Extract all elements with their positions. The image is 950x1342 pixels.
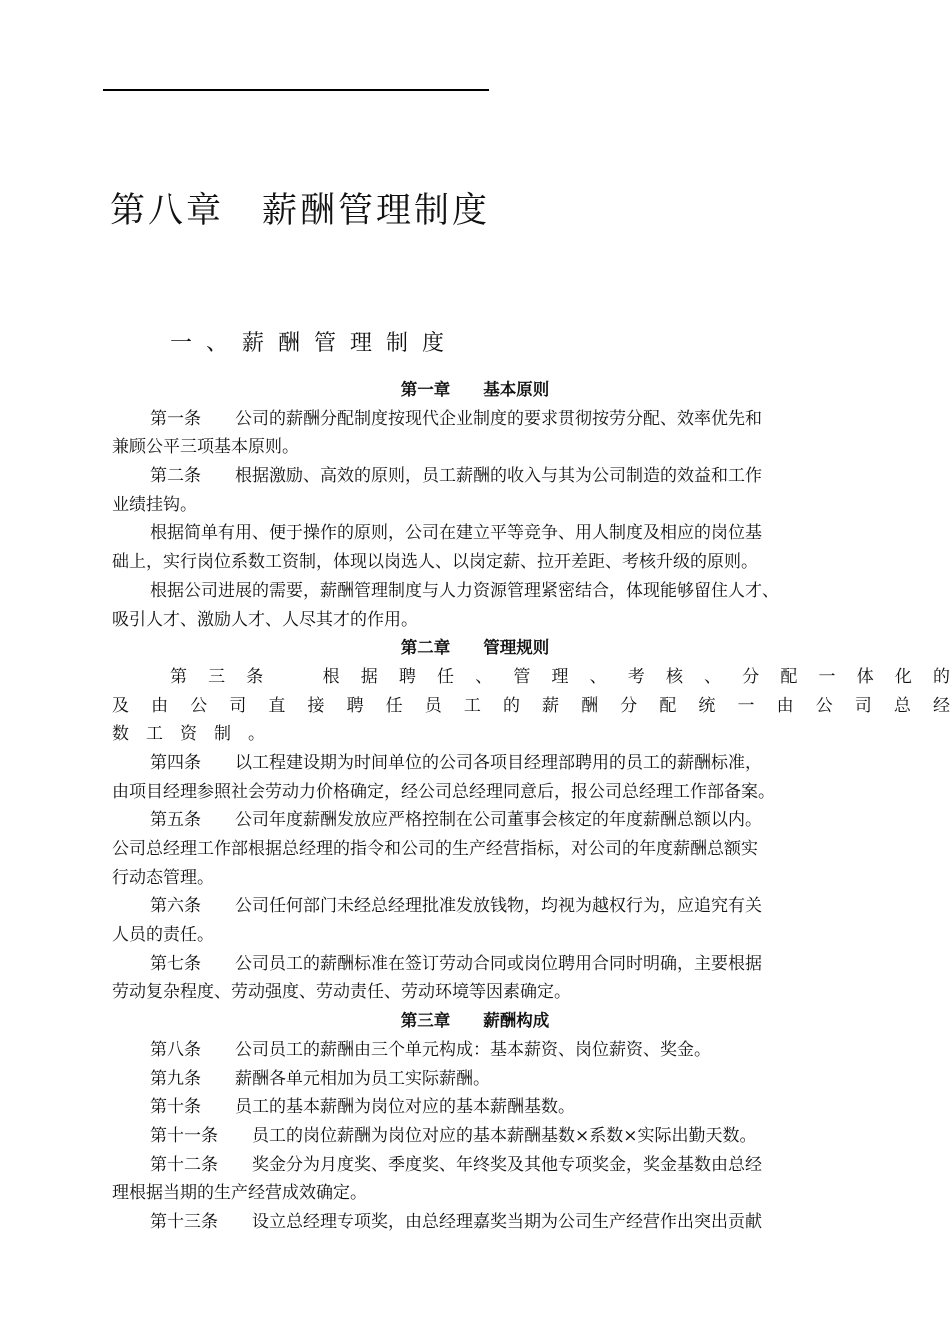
paragraph-line: 第九条 薪酬各单元相加为员工实际薪酬。 bbox=[150, 1068, 490, 1089]
paragraph-line: 理根据当期的生产经营成效确定。 bbox=[112, 1183, 367, 1204]
chapter-heading: 第一章 基本原则 bbox=[400, 380, 550, 399]
paragraph-line: 第十三条 设立总经理专项奖，由总经理嘉奖当期为公司生产经营作出突出贡献 bbox=[150, 1211, 762, 1232]
paragraph-line: 第六条 公司任何部门未经总经理批准发放钱物，均视为越权行为，应追究有关 bbox=[150, 896, 762, 917]
paragraph-line: 吸引人才、激励人才、人尽其才的作用。 bbox=[112, 609, 418, 630]
paragraph-line: 由项目经理参照社会劳动力价格确定，经公司总经理同意后，报公司总经理工作部备案。 bbox=[112, 781, 775, 802]
body-text bbox=[112, 376, 950, 1237]
paragraph-line: 业绩挂钩。 bbox=[112, 494, 197, 515]
paragraph-line: 兼顾公平三项基本原则。 bbox=[112, 437, 299, 458]
paragraph-line: 第 三 条 根 据 聘 任 、 管 理 、 考 核 、 分 配 一 体 化 的 bbox=[170, 666, 950, 687]
paragraph-line: 第一条 公司的薪酬分配制度按现代企业制度的要求贯彻按劳分配、效率优先和 bbox=[150, 408, 762, 429]
paragraph-line: 人员的责任。 bbox=[112, 925, 214, 946]
paragraph-line: 第五条 公司年度薪酬发放应严格控制在公司董事会核定的年度薪酬总额以内。 bbox=[150, 810, 762, 831]
paragraph-line: 根据公司进展的需要，薪酬管理制度与人力资源管理紧密结合，体现能够留住人才、 bbox=[150, 580, 779, 601]
header-rule bbox=[103, 89, 489, 91]
chapter-title: 第八章 薪酬管理制度 bbox=[110, 191, 491, 231]
paragraph-line: 根据简单有用、便于操作的原则，公司在建立平等竞争、用人制度及相应的岗位基 bbox=[150, 523, 762, 544]
paragraph-line: 第十一条 员工的岗位薪酬为岗位对应的基本薪酬基数×系数×实际出勤天数。 bbox=[150, 1125, 757, 1146]
section-title: 一、薪酬管理制度 bbox=[170, 331, 459, 356]
chapter-heading: 第三章 薪酬构成 bbox=[400, 1011, 550, 1031]
paragraph-line: 第四条 以工程建设期为时间单位的公司各项目经理部聘用的员工的薪酬标准， bbox=[150, 752, 762, 773]
paragraph-line: 第十二条 奖金分为月度奖、季度奖、年终奖及其他专项奖金，奖金基数由总经 bbox=[150, 1154, 762, 1175]
paragraph-line: 础上，实行岗位系数工资制，体现以岗选人、以岗定薪、拉开差距、考核升级的原则。 bbox=[112, 552, 758, 573]
paragraph-line: 第七条 公司员工的薪酬标准在签订劳动合同或岗位聘用合同时明确，主要根据 bbox=[150, 953, 762, 974]
paragraph-line: 数 工 资 制 。 bbox=[112, 724, 265, 745]
paragraph-line: 第十条 员工的基本薪酬为岗位对应的基本薪酬基数。 bbox=[150, 1097, 575, 1118]
paragraph-line: 第二条 根据激励、高效的原则，员工薪酬的收入与其为公司制造的效益和工作 bbox=[150, 466, 762, 487]
paragraph-line: 第八条 公司员工的薪酬由三个单元构成：基本薪资、岗位薪资、奖金。 bbox=[150, 1039, 711, 1060]
chapter-heading: 第二章 管理规则 bbox=[400, 638, 550, 658]
paragraph-line: 行动态管理。 bbox=[112, 867, 214, 888]
paragraph-line: 及 由 公 司 直 接 聘 任 员 工 的 薪 酬 分 配 统 一 由 公 司 总 经 bbox=[112, 695, 950, 716]
paragraph-line: 劳动复杂程度、劳动强度、劳动责任、劳动环境等因素确定。 bbox=[112, 982, 571, 1003]
paragraph-line: 公司总经理工作部根据总经理的指令和公司的生产经营指标，对公司的年度薪酬总额实 bbox=[112, 839, 758, 859]
